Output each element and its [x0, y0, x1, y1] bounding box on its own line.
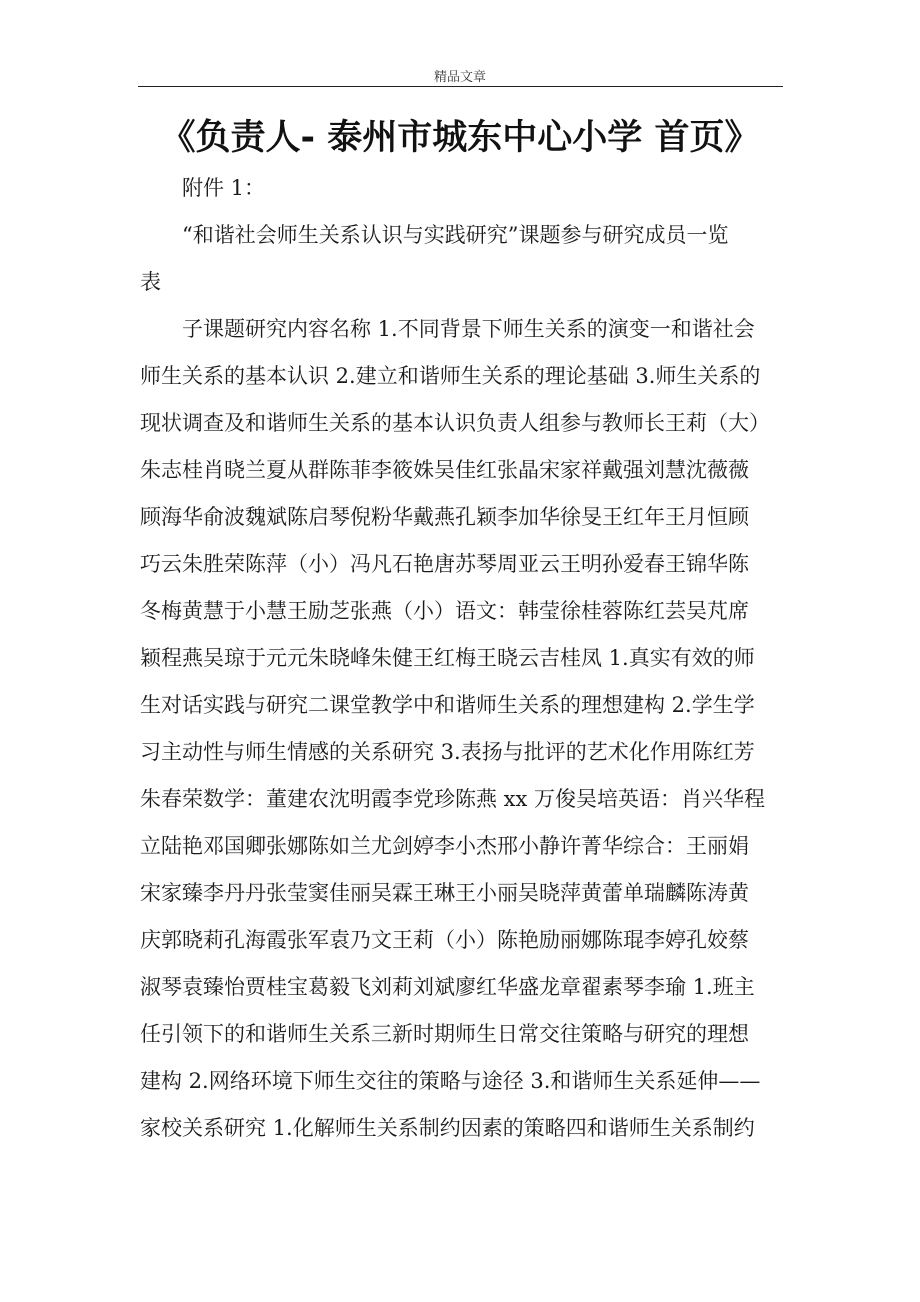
- body-line: 朱志桂肖晓兰夏从群陈菲李筱姝吴佳红张晶宋家祥戴强刘慧沈薇薇: [140, 458, 749, 482]
- body-line: 淑琴袁臻怡贾桂宝葛毅飞刘莉刘斌廖红华盛龙章翟素琴李瑜 1.班主: [140, 975, 755, 999]
- body-line: 生对话实践与研究二课堂教学中和谐师生关系的理想建构 2.学生学: [140, 693, 755, 717]
- body-line: 宋家臻李丹丹张莹窦佳丽吴霖王琳王小丽吴晓萍黄蕾单瑞麟陈涛黄: [140, 881, 749, 905]
- body-line: 庆郭晓莉孔海霞张军袁乃文王莉（小）陈艳励丽娜陈琨李婷孔姣蔡: [140, 928, 749, 952]
- body-line: 任引领下的和谐师生关系三新时期师生日常交往策略与研究的理想: [140, 1022, 749, 1046]
- body-line: 立陆艳邓国卿张娜陈如兰尤剑婷李小杰邢小静许菁华综合：王丽娟: [140, 834, 749, 858]
- body-line: 现状调查及和谐师生关系的基本认识负责人组参与教师长王莉（大）: [140, 411, 770, 435]
- body-line: 习主动性与师生情感的关系研究 3.表扬与批评的艺术化作用陈红芳: [140, 740, 755, 764]
- header-divider: [138, 86, 783, 87]
- main-paragraph: [140, 306, 776, 1152]
- header-label: 精品文章: [433, 70, 486, 85]
- body-line: 巧云朱胜荣陈萍（小）冯凡石艳唐苏琴周亚云王明孙爱春王锦华陈: [140, 552, 749, 576]
- body-line: 朱春荣数学：董建农沈明霞李党珍陈燕 xx 万俊吴培英语：肖兴华程: [140, 787, 766, 811]
- body-line: 师生关系的基本认识 2.建立和谐师生关系的理论基础 3.师生关系的: [140, 364, 761, 388]
- body-line: 冬梅黄慧于小慧王励芝张燕（小）语文：韩莹徐桂蓉陈红芸吴芃席: [140, 599, 749, 623]
- body-line: 家校关系研究 1.化解师生关系制约因素的策略四和谐师生关系制约: [140, 1116, 755, 1140]
- body-line: 顾海华俞波魏斌陈启琴倪粉华戴燕孔颖李加华徐旻王红年王月恒顾: [140, 505, 749, 529]
- body-line: 建构 2.网络环境下师生交往的策略与途径 3.和谐师生关系延伸——: [140, 1069, 761, 1093]
- document-title: 《负责人- 泰州市城东中心小学 首页》: [160, 118, 760, 158]
- subject-line: 表: [140, 270, 161, 294]
- attachment-label: 附件 1：: [182, 176, 266, 200]
- document-body: [140, 165, 776, 1152]
- subject-heading: [140, 212, 776, 306]
- subject-line: “和谐社会师生关系认识与实践研究”课题参与研究成员一览: [182, 223, 729, 247]
- body-line: 子课题研究内容名称 1.不同背景下师生关系的演变一和谐社会: [182, 317, 755, 341]
- body-line: 颖程燕吴琼于元元朱晓峰朱健王红梅王晓云吉桂凤 1.真实有效的师: [140, 646, 755, 670]
